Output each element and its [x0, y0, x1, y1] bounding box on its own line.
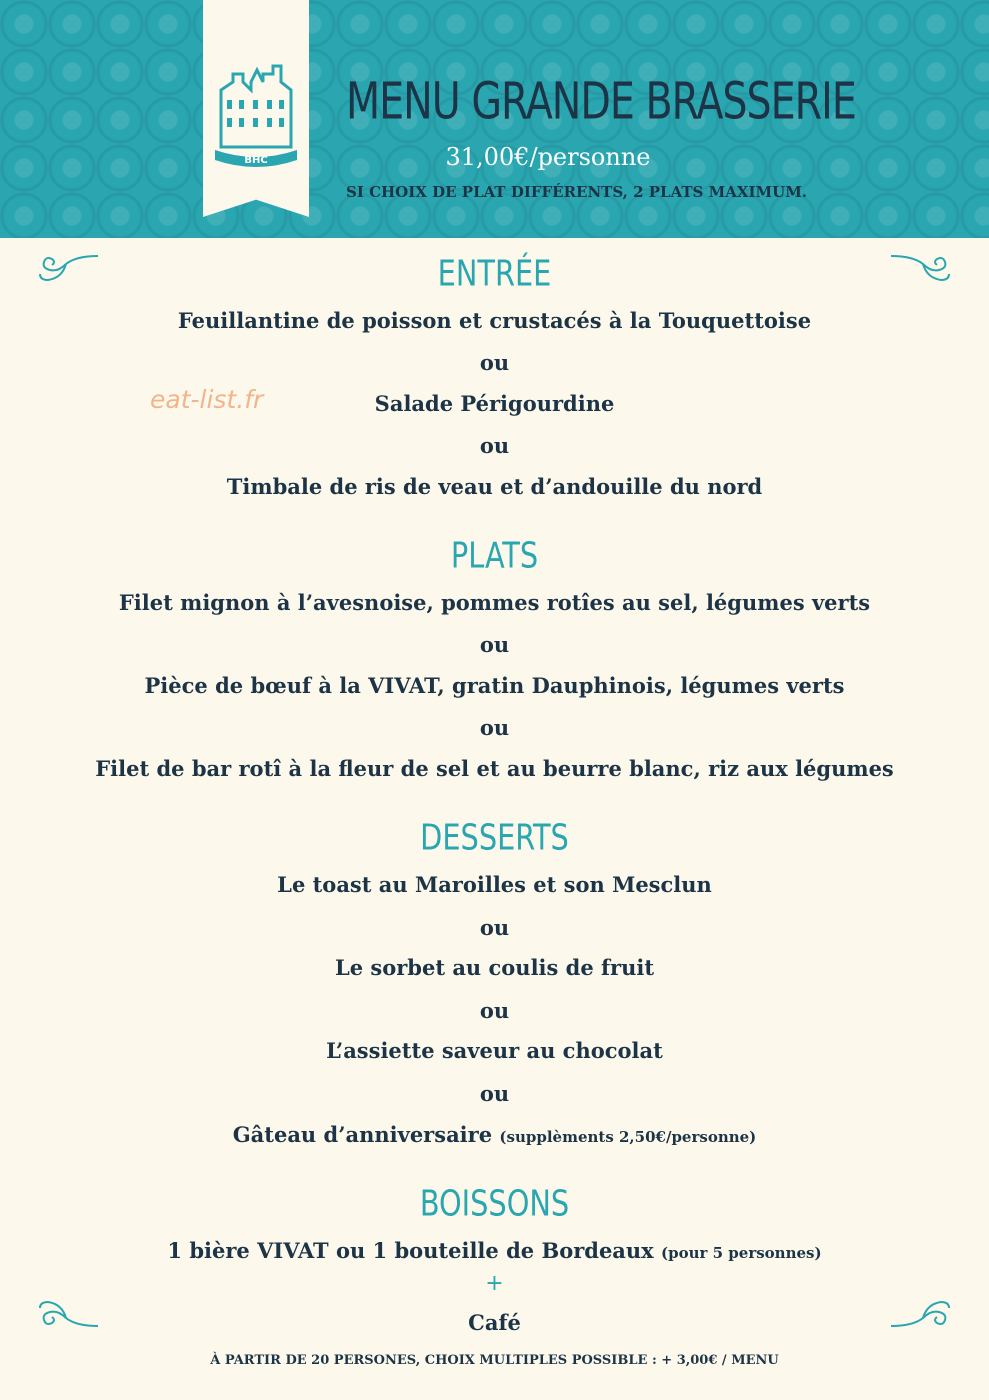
menu-item: Feuillantine de poisson et crustacés à la Touquettoise [177, 308, 812, 333]
separator-ou: ou [479, 915, 510, 940]
coffee-item: Café [468, 1310, 521, 1335]
menu-item: Timbale de ris de veau et d’andouille du nord [226, 474, 763, 499]
brasserie-logo-icon [213, 52, 299, 172]
drink-note: (pour 5 personnes) [661, 1244, 822, 1262]
page-title: MENU GRANDE BRASSERIE [346, 72, 856, 132]
section-title-boissons: BOISSONS [419, 1181, 570, 1225]
menu-item: Gâteau d’anniversaire [232, 1122, 493, 1147]
menu-item: Le sorbet au coulis de fruit [334, 955, 655, 980]
menu-price: 31,00€/personne [445, 143, 651, 171]
menu-rule-note: SI CHOIX DE PLAT DIFFÉRENTS, 2 PLATS MAXIMUM. [346, 183, 808, 201]
supplement-note: (supplèments 2,50€/personne) [499, 1128, 757, 1146]
separator-ou: ou [479, 632, 510, 657]
plus-sign: + [485, 1271, 504, 1296]
section-title-entree: ENTRÉE [437, 251, 552, 295]
logo-ribbon [203, 0, 309, 217]
menu-item: Filet de bar rotî à la fleur de sel et au beurre blanc, riz aux légumes [95, 756, 894, 781]
separator-ou: ou [479, 1081, 510, 1106]
watermark: eat-list.fr [150, 385, 264, 414]
menu-item: Le toast au Maroilles et son Mesclun [277, 872, 712, 897]
drink-item: 1 bière VIVAT ou 1 bouteille de Bordeaux [167, 1238, 654, 1263]
section-title-plats: PLATS [450, 533, 539, 577]
separator-ou: ou [479, 350, 510, 375]
footer-note: À PARTIR DE 20 PERSONES, CHOIX MULTIPLES POSSIBLE : + 3,00€ / MENU [210, 1353, 779, 1368]
menu-item: L’assiette saveur au chocolat [326, 1038, 663, 1063]
separator-ou: ou [479, 433, 510, 458]
separator-ou: ou [479, 998, 510, 1023]
logo-text: BHC [244, 155, 268, 166]
drink-line [0, 1236, 989, 1268]
menu-item: Salade Périgourdine [374, 391, 615, 416]
menu-item: Filet mignon à l’avesnoise, pommes rotîes au sel, légumes verts [118, 590, 871, 615]
section-title-desserts: DESSERTS [420, 815, 569, 859]
menu-item-with-note [0, 1120, 989, 1152]
menu-item: Pièce de bœuf à la VIVAT, gratin Dauphinois, légumes verts [144, 673, 845, 698]
separator-ou: ou [479, 715, 510, 740]
